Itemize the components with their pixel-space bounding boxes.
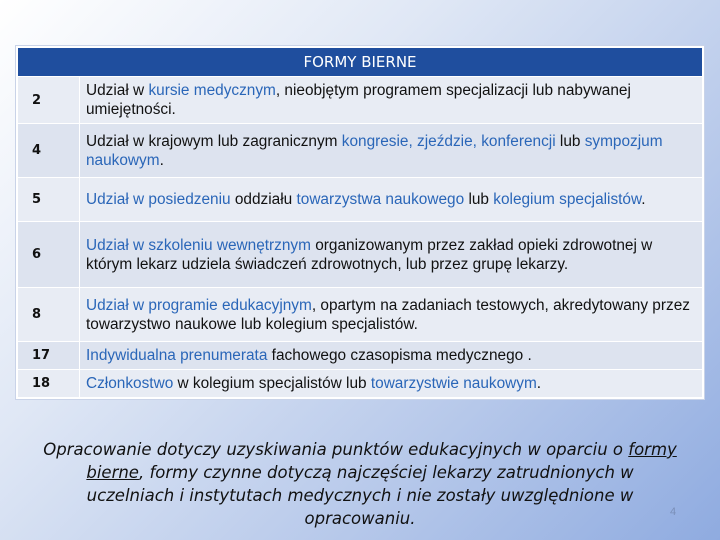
row-text-part: . [159, 151, 164, 169]
table-row [17, 342, 703, 370]
footer-text-after: , formy czynne dotyczą najczęściej lekarzy zatrudnionych w uczelniach i instytutach medycznych i nie zostały uwzględnione w opracowaniu. [86, 463, 634, 528]
row-text [80, 178, 704, 222]
table-row [17, 77, 703, 124]
row-text-part: . [536, 375, 542, 392]
row-text-part: Udział w [86, 82, 149, 99]
row-text [80, 124, 704, 178]
row-number: 18 [17, 370, 80, 399]
table-row [17, 222, 703, 288]
row-number: 2 [17, 77, 80, 124]
forms-table [16, 46, 704, 399]
table-header: FORMY BIERNE [17, 47, 703, 77]
table-row [17, 370, 703, 399]
row-text-emphasis: Indywidualna prenumerata [86, 347, 268, 364]
row-text-part: oddziału [230, 191, 297, 208]
page-number: 4 [670, 506, 677, 518]
row-text-emphasis: Udział w posiedzeniu [86, 191, 231, 208]
row-number: 6 [17, 222, 80, 288]
row-text-emphasis: towarzystwa naukowego [296, 191, 465, 208]
footer-note [40, 438, 680, 530]
row-text [80, 288, 704, 342]
row-text [80, 370, 704, 399]
row-text-emphasis: kolegium specjalistów [493, 191, 642, 208]
footer-text-before: Opracowanie dotyczy uzyskiwania punktów edukacyjnych w oparciu o [43, 440, 629, 459]
row-text-part: fachowego czasopisma medycznego . [267, 347, 532, 364]
table-row [17, 178, 703, 222]
row-text-part: , nieobjętym programem specjalizacji lub nabywanej umiejętności. [86, 82, 631, 118]
row-text [80, 222, 704, 288]
row-number: 8 [17, 288, 80, 342]
row-text-part: . [641, 191, 646, 208]
row-text-part: krajowym lub zagranicznym [148, 132, 342, 150]
row-text-emphasis: kongresie, zjeździe, konferencji [341, 132, 556, 150]
row-text-emphasis: Członkostwo [86, 375, 174, 392]
row-text-part: lub [555, 132, 585, 150]
row-text-emphasis: Udział w szkoleniu wewnętrznym [86, 236, 311, 254]
table-row [17, 288, 703, 342]
row-text-part: w kolegium specjalistów lub [173, 375, 371, 392]
row-text-emphasis: Udział w programie edukacyjnym [86, 296, 312, 314]
row-number: 17 [17, 342, 80, 370]
table-row [17, 124, 703, 178]
row-text [80, 77, 704, 124]
footer-underlined-term: formy bierne [86, 440, 677, 482]
row-text-emphasis: sympozjum naukowym [86, 132, 663, 169]
table-body [17, 77, 703, 399]
row-text-emphasis: kursie medycznym [148, 82, 276, 99]
row-text-emphasis: towarzystwie naukowym [370, 375, 537, 392]
row-text-part: Udział w [86, 132, 149, 150]
row-text-part: , opartym na zadaniach testowych, akredytowany przez towarzystwo naukowe lub kolegium specjalistów. [86, 296, 690, 333]
row-text-part: lub [464, 191, 494, 208]
row-text [80, 342, 704, 370]
row-text-part: organizowanym przez zakład opieki zdrowotnej w którym lekarz udziela świadczeń zdrowotnych, lub przez grupę lekarzy. [86, 236, 653, 273]
row-number: 5 [17, 178, 80, 222]
row-number: 4 [17, 124, 80, 178]
